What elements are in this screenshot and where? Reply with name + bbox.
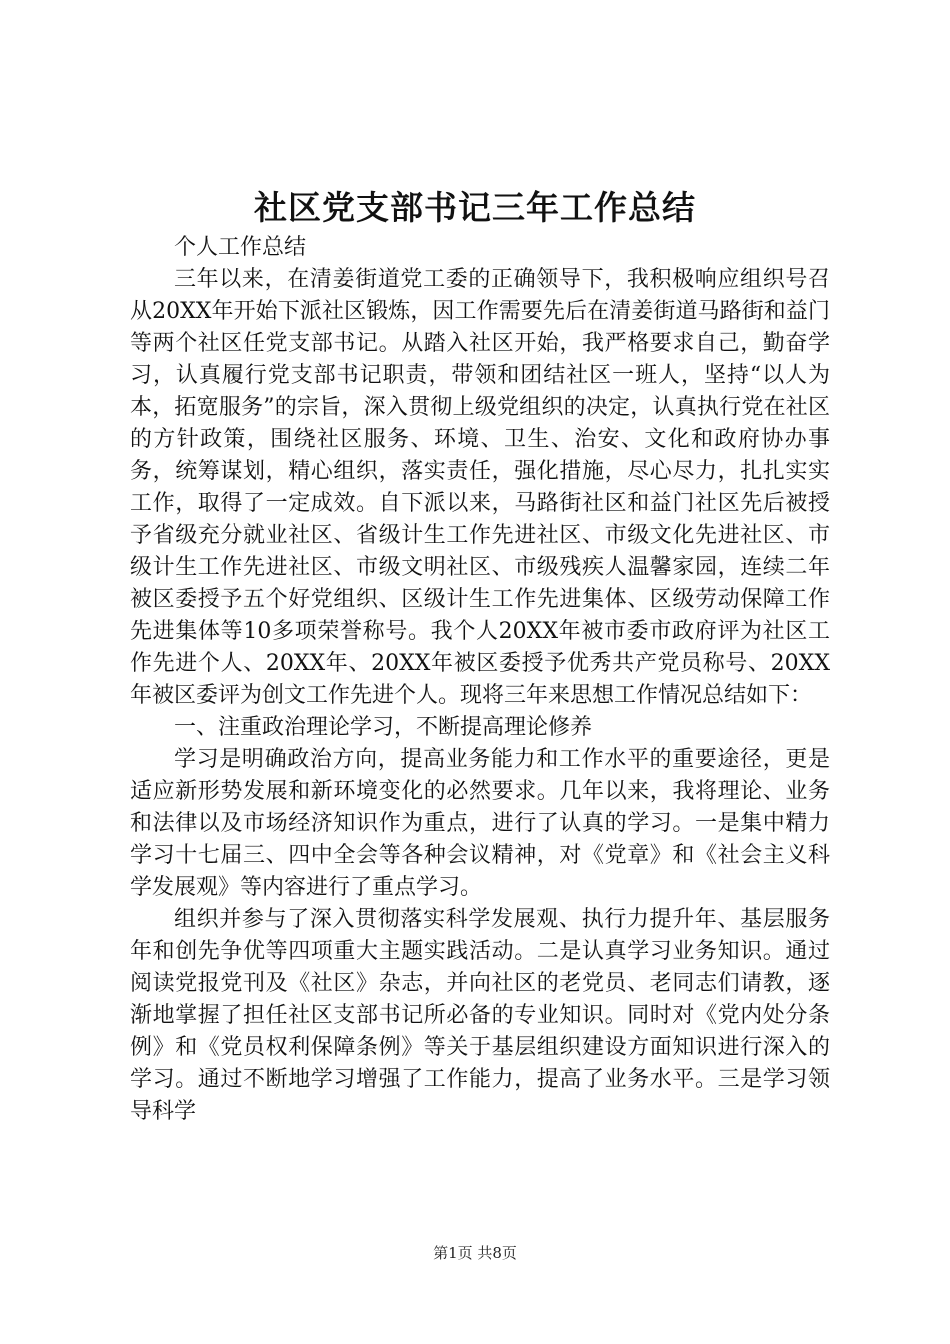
document-subtitle: 个人工作总结 (174, 235, 307, 260)
paragraph-activities: 组织并参与了深入贯彻落实科学发展观、执行力提升年、基层服务年和创先争优等四项重大主题实践活动。二是认真学习业务知识。通过阅读党报党刊及《社区》杂志，并向社区的老党员、老同志们请教，逐渐地掌握了担任社区支部书记所必备的专业知识。同时对《党内处分条例》和《党员权利保障条例》等关于基层组织建设方面知识进行深入的学习。通过不断地学习增强了工作能力，提高了业务水平。三是学习领导科学 (130, 907, 830, 1124)
document-title: 社区党支部书记三年工作总结 (254, 188, 696, 227)
page-number-footer: 第1页 共8页 (433, 1244, 517, 1262)
paragraph-study: 学习是明确政治方向，提高业务能力和工作水平的重要途径，更是适应新形势发展和新环境变化的必然要求。几年以来，我将理论、业务和法律以及市场经济知识作为重点，进行了认真的学习。一是集中精力学习十七届三、四中全会等各种会议精神，对《党章》和《社会主义科学发展观》等内容进行了重点学习。 (130, 747, 830, 900)
document-body (130, 232, 830, 1128)
paragraph-intro: 三年以来，在清姜街道党工委的正确领导下，我积极响应组织号召从20XX年开始下派社区锻炼，因工作需要先后在清姜街道马路街和益门等两个社区任党支部书记。从踏入社区开始，我严格要求自己，勤奋学习，认真履行党支部书记职责，带领和团结社区一班人，坚持“以人为本，拓宽服务”的宗旨，深入贯彻上级党组织的决定，认真执行党在社区的方针政策，围绕社区服务、环境、卫生、治安、文化和政府协办事务，统筹谋划，精心组织，落实责任，强化措施，尽心尽力，扎扎实实工作，取得了一定成效。自下派以来，马路街社区和益门社区先后被授予省级充分就业社区、省级计生工作先进社区、市级文化先进社区、市级计生工作先进社区、市级文明社区、市级残疾人温馨家园，连续二年被区委授予五个好党组织、区级计生工作先进集体、区级劳动保障工作先进集体等10多项荣誉称号。我个人20XX年被市委市政府评为社区工作先进个人、20XX年、20XX年被区委授予优秀共产党员称号、20XX年被区委评为创文工作先进个人。现将三年来思想工作情况总结如下： (130, 267, 830, 708)
section-heading-1: 一、注重政治理论学习，不断提高理论修养 (174, 715, 593, 740)
